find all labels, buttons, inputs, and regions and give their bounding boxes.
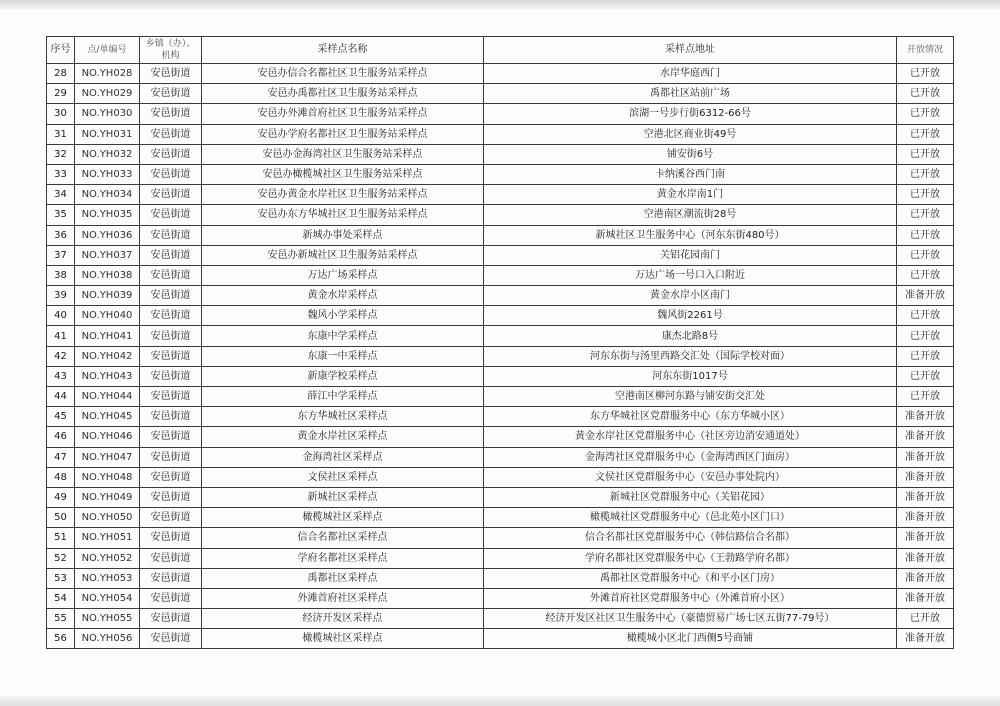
row-code: NO.YH033: [75, 164, 140, 184]
row-open-status: 已开放: [897, 124, 954, 144]
row-town: 安邑街道: [140, 225, 202, 245]
row-site-address: 铺安街6号: [484, 144, 897, 164]
scan-edge-bottom: [0, 696, 1000, 706]
row-code: NO.YH054: [75, 588, 140, 608]
row-site-address: 文侯社区党群服务中心（安邑办事处院内）: [484, 467, 897, 487]
table-row: [47, 306, 954, 326]
row-site-name: 经济开发区采样点: [202, 609, 484, 629]
row-town: 安邑街道: [140, 245, 202, 265]
row-site-address: 康杰北路8号: [484, 326, 897, 346]
row-code: NO.YH047: [75, 447, 140, 467]
row-index: 56: [47, 629, 75, 649]
table-row: [47, 528, 954, 548]
row-site-name: 新城办事处采样点: [202, 225, 484, 245]
row-site-address: 水岸华庭西门: [484, 64, 897, 84]
table-row: [47, 487, 954, 507]
row-open-status: 已开放: [897, 609, 954, 629]
row-town: 安邑街道: [140, 548, 202, 568]
table-row: [47, 568, 954, 588]
table-row: [47, 467, 954, 487]
row-index: 44: [47, 387, 75, 407]
header-index: 序号: [47, 37, 75, 64]
row-site-name: 安邑办橄榄城社区卫生服务站采样点: [202, 164, 484, 184]
row-site-name: 黄金水岸采样点: [202, 286, 484, 306]
row-site-name: 信合名都社区采样点: [202, 528, 484, 548]
row-town: 安邑街道: [140, 427, 202, 447]
row-site-address: 橄榄城小区北门西侧5号商铺: [484, 629, 897, 649]
table-row: [47, 245, 954, 265]
row-site-name: 安邑办学府名都社区卫生服务站采样点: [202, 124, 484, 144]
row-town: 安邑街道: [140, 164, 202, 184]
row-town: 安邑街道: [140, 528, 202, 548]
header-name: 采样点名称: [202, 37, 484, 64]
table-row: [47, 104, 954, 124]
row-site-address: 东方华城社区党群服务中心（东方华城小区）: [484, 407, 897, 427]
row-site-address: 禹都社区党群服务中心（和平小区门房）: [484, 568, 897, 588]
table-header-row: [47, 37, 954, 64]
row-code: NO.YH056: [75, 629, 140, 649]
row-open-status: 已开放: [897, 366, 954, 386]
row-code: NO.YH039: [75, 286, 140, 306]
sampling-sites-table: [46, 36, 954, 649]
row-index: 34: [47, 185, 75, 205]
row-town: 安邑街道: [140, 588, 202, 608]
row-town: 安邑街道: [140, 407, 202, 427]
row-open-status: 已开放: [897, 265, 954, 285]
table-row: [47, 427, 954, 447]
row-open-status: 已开放: [897, 104, 954, 124]
table-row: [47, 84, 954, 104]
row-site-address: 空港北区商业街49号: [484, 124, 897, 144]
row-site-name: 外滩首府社区采样点: [202, 588, 484, 608]
row-open-status: 已开放: [897, 346, 954, 366]
row-town: 安邑街道: [140, 629, 202, 649]
row-site-name: 东康中学采样点: [202, 326, 484, 346]
row-site-address: 黄金水岸社区党群服务中心（社区旁边消安通道处）: [484, 427, 897, 447]
row-site-address: 新城社区卫生服务中心（河东东街480号）: [484, 225, 897, 245]
row-site-address: 关铝花园南门: [484, 245, 897, 265]
row-site-address: 河东东街与汤里西路交汇处（国际学校对面）: [484, 346, 897, 366]
row-open-status: 已开放: [897, 245, 954, 265]
row-open-status: 准备开放: [897, 568, 954, 588]
row-code: NO.YH048: [75, 467, 140, 487]
table-body: [47, 64, 954, 649]
table-row: [47, 124, 954, 144]
row-code: NO.YH055: [75, 609, 140, 629]
row-town: 安邑街道: [140, 205, 202, 225]
row-open-status: 准备开放: [897, 629, 954, 649]
table-row: [47, 447, 954, 467]
row-index: 42: [47, 346, 75, 366]
row-site-address: 魏风街2261号: [484, 306, 897, 326]
row-index: 49: [47, 487, 75, 507]
row-code: NO.YH050: [75, 508, 140, 528]
row-site-name: 薛江中学采样点: [202, 387, 484, 407]
row-site-name: 金海湾社区采样点: [202, 447, 484, 467]
table-row: [47, 366, 954, 386]
row-open-status: 已开放: [897, 205, 954, 225]
header-status: 开放情况: [897, 37, 954, 64]
row-site-name: 安邑办外滩首府社区卫生服务站采样点: [202, 104, 484, 124]
table-row: [47, 588, 954, 608]
scan-edge-top: [0, 0, 1000, 9]
row-site-address: 空港南区潮流街28号: [484, 205, 897, 225]
row-code: NO.YH046: [75, 427, 140, 447]
row-site-address: 学府名都社区党群服务中心（王勃路学府名都）: [484, 548, 897, 568]
row-site-name: 文侯社区采样点: [202, 467, 484, 487]
row-index: 41: [47, 326, 75, 346]
row-open-status: 准备开放: [897, 407, 954, 427]
row-open-status: 准备开放: [897, 548, 954, 568]
table-row: [47, 629, 954, 649]
row-site-name: 万达广场采样点: [202, 265, 484, 285]
row-index: 45: [47, 407, 75, 427]
row-town: 安邑街道: [140, 64, 202, 84]
row-open-status: 已开放: [897, 64, 954, 84]
row-town: 安邑街道: [140, 265, 202, 285]
row-site-name: 东康一中采样点: [202, 346, 484, 366]
row-code: NO.YH035: [75, 205, 140, 225]
row-index: 50: [47, 508, 75, 528]
row-site-address: 金海湾社区党群服务中心（金海湾西区门面房）: [484, 447, 897, 467]
row-code: NO.YH053: [75, 568, 140, 588]
row-code: NO.YH049: [75, 487, 140, 507]
row-site-address: 空港南区柳河东路与铺安街交汇处: [484, 387, 897, 407]
row-site-address: 河东东街1017号: [484, 366, 897, 386]
row-index: 29: [47, 84, 75, 104]
row-open-status: 准备开放: [897, 487, 954, 507]
row-code: NO.YH028: [75, 64, 140, 84]
row-town: 安邑街道: [140, 84, 202, 104]
row-index: 32: [47, 144, 75, 164]
row-town: 安邑街道: [140, 568, 202, 588]
row-index: 28: [47, 64, 75, 84]
row-town: 安邑街道: [140, 609, 202, 629]
table-row: [47, 205, 954, 225]
row-index: 30: [47, 104, 75, 124]
row-site-address: 卡纳溪谷西门南: [484, 164, 897, 184]
row-site-name: 安邑办黄金水岸社区卫生服务站采样点: [202, 185, 484, 205]
row-code: NO.YH031: [75, 124, 140, 144]
row-open-status: 准备开放: [897, 528, 954, 548]
row-town: 安邑街道: [140, 447, 202, 467]
row-index: 54: [47, 588, 75, 608]
table-row: [47, 144, 954, 164]
row-site-address: 外滩首府社区党群服务中心（外滩首府小区）: [484, 588, 897, 608]
row-site-address: 万达广场一号口入口附近: [484, 265, 897, 285]
row-index: 35: [47, 205, 75, 225]
header-town: 乡镇（办）、机构: [140, 37, 202, 64]
row-town: 安邑街道: [140, 286, 202, 306]
row-town: 安邑街道: [140, 185, 202, 205]
row-open-status: 准备开放: [897, 447, 954, 467]
row-site-name: 学府名都社区采样点: [202, 548, 484, 568]
table-row: [47, 225, 954, 245]
row-code: NO.YH029: [75, 84, 140, 104]
row-code: NO.YH041: [75, 326, 140, 346]
row-open-status: 准备开放: [897, 427, 954, 447]
row-index: 33: [47, 164, 75, 184]
row-site-name: 安邑办新城社区卫生服务站采样点: [202, 245, 484, 265]
row-code: NO.YH044: [75, 387, 140, 407]
table-row: [47, 346, 954, 366]
row-open-status: 已开放: [897, 306, 954, 326]
row-town: 安邑街道: [140, 467, 202, 487]
table-row: [47, 548, 954, 568]
row-town: 安邑街道: [140, 326, 202, 346]
row-site-name: 橄榄城社区采样点: [202, 629, 484, 649]
row-town: 安邑街道: [140, 144, 202, 164]
row-site-address: 滨湖一号步行街6312-66号: [484, 104, 897, 124]
row-code: NO.YH030: [75, 104, 140, 124]
row-site-name: 东方华城社区采样点: [202, 407, 484, 427]
row-site-address: 禹都社区站前广场: [484, 84, 897, 104]
row-code: NO.YH037: [75, 245, 140, 265]
row-site-address: 橄榄城社区党群服务中心（邑北苑小区门口）: [484, 508, 897, 528]
row-code: NO.YH045: [75, 407, 140, 427]
row-town: 安邑街道: [140, 124, 202, 144]
row-site-name: 安邑办禹都社区卫生服务站采样点: [202, 84, 484, 104]
table-row: [47, 508, 954, 528]
row-town: 安邑街道: [140, 366, 202, 386]
row-index: 53: [47, 568, 75, 588]
row-site-address: 黄金水岸小区南门: [484, 286, 897, 306]
header-code: 点/单编号: [75, 37, 140, 64]
row-code: NO.YH043: [75, 366, 140, 386]
row-index: 55: [47, 609, 75, 629]
row-index: 47: [47, 447, 75, 467]
row-open-status: 准备开放: [897, 588, 954, 608]
table-row: [47, 326, 954, 346]
row-open-status: 已开放: [897, 225, 954, 245]
row-index: 38: [47, 265, 75, 285]
row-town: 安邑街道: [140, 508, 202, 528]
row-site-name: 安邑办东方华城社区卫生服务站采样点: [202, 205, 484, 225]
row-open-status: 已开放: [897, 84, 954, 104]
row-index: 46: [47, 427, 75, 447]
row-code: NO.YH052: [75, 548, 140, 568]
row-town: 安邑街道: [140, 387, 202, 407]
row-site-address: 经济开发区社区卫生服务中心（豪德贸易广场七区五街77-79号）: [484, 609, 897, 629]
row-open-status: 已开放: [897, 164, 954, 184]
row-code: NO.YH032: [75, 144, 140, 164]
row-code: NO.YH040: [75, 306, 140, 326]
row-town: 安邑街道: [140, 346, 202, 366]
row-index: 36: [47, 225, 75, 245]
table-row: [47, 286, 954, 306]
row-code: NO.YH038: [75, 265, 140, 285]
row-town: 安邑街道: [140, 306, 202, 326]
row-site-name: 安邑办信合名都社区卫生服务站采样点: [202, 64, 484, 84]
table-row: [47, 164, 954, 184]
row-code: NO.YH042: [75, 346, 140, 366]
row-site-name: 安邑办金海湾社区卫生服务站采样点: [202, 144, 484, 164]
row-site-address: 信合名都社区党群服务中心（韩信路信合名都）: [484, 528, 897, 548]
row-index: 39: [47, 286, 75, 306]
row-site-name: 黄金水岸社区采样点: [202, 427, 484, 447]
row-index: 40: [47, 306, 75, 326]
row-index: 43: [47, 366, 75, 386]
row-site-address: 黄金水岸南1门: [484, 185, 897, 205]
row-open-status: 准备开放: [897, 508, 954, 528]
table-row: [47, 64, 954, 84]
row-site-name: 新城社区采样点: [202, 487, 484, 507]
table-row: [47, 609, 954, 629]
row-open-status: 已开放: [897, 387, 954, 407]
row-town: 安邑街道: [140, 104, 202, 124]
row-index: 52: [47, 548, 75, 568]
table-row: [47, 265, 954, 285]
header-address: 采样点地址: [484, 37, 897, 64]
table-row: [47, 407, 954, 427]
table-row: [47, 387, 954, 407]
row-code: NO.YH034: [75, 185, 140, 205]
row-index: 37: [47, 245, 75, 265]
row-code: NO.YH051: [75, 528, 140, 548]
row-open-status: 已开放: [897, 185, 954, 205]
row-site-name: 禹都社区采样点: [202, 568, 484, 588]
row-index: 31: [47, 124, 75, 144]
row-town: 安邑街道: [140, 487, 202, 507]
row-index: 51: [47, 528, 75, 548]
row-site-address: 新城社区党群服务中心（关铝花园）: [484, 487, 897, 507]
row-open-status: 准备开放: [897, 286, 954, 306]
row-site-name: 魏风小学采样点: [202, 306, 484, 326]
row-open-status: 准备开放: [897, 467, 954, 487]
row-open-status: 已开放: [897, 144, 954, 164]
row-index: 48: [47, 467, 75, 487]
row-site-name: 新康学校采样点: [202, 366, 484, 386]
row-site-name: 橄榄城社区采样点: [202, 508, 484, 528]
row-code: NO.YH036: [75, 225, 140, 245]
row-open-status: 已开放: [897, 326, 954, 346]
table-row: [47, 185, 954, 205]
